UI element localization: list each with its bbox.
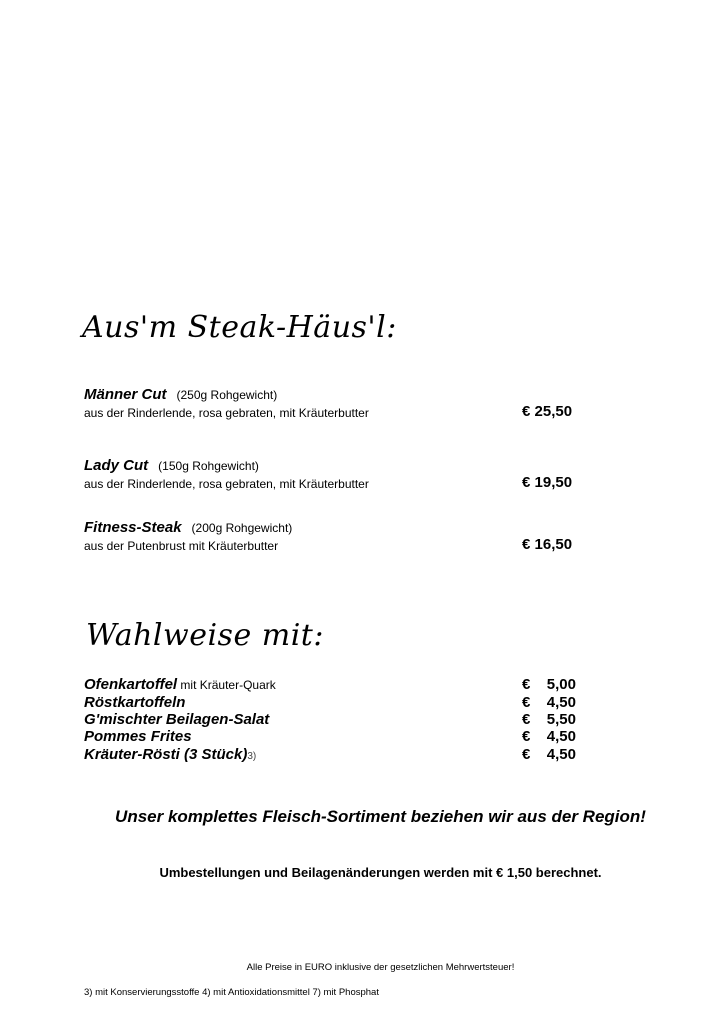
additives-legend: 3) mit Konservierungsstoffe 4) mit Antioxidationsmittel 7) mit Phosphat bbox=[84, 987, 379, 998]
item-weight: (150g Rohgewicht) bbox=[158, 459, 259, 473]
menu-item-maenner-cut bbox=[84, 386, 576, 420]
item-name: Fitness-Steak bbox=[84, 519, 182, 536]
item-weight: (200g Rohgewicht) bbox=[191, 521, 293, 535]
price-amount: 4,50 bbox=[546, 746, 576, 763]
side-item-pommes-frites bbox=[84, 728, 576, 746]
price-amount: 5,50 bbox=[546, 711, 576, 728]
side-name: Ofenkartoffel bbox=[84, 676, 178, 693]
menu-item-fitness-steak bbox=[84, 519, 576, 553]
price-amount: 4,50 bbox=[546, 694, 576, 711]
steak-section-heading: Aus'm Steak-Häus'l: bbox=[82, 310, 397, 345]
additive-footnote-ref: 3) bbox=[247, 751, 257, 762]
currency-symbol: € bbox=[522, 746, 531, 763]
currency-symbol: € bbox=[522, 676, 531, 693]
side-name: Kräuter-Rösti (3 Stück) bbox=[84, 746, 248, 763]
changes-note: Umbestellungen und Beilagenänderungen werden mit € 1,50 berechnet. bbox=[159, 865, 602, 880]
price-amount: 4,50 bbox=[546, 728, 576, 745]
prices-info-note: Alle Preise in EURO inklusive der gesetzlichen Mehrwertsteuer! bbox=[246, 962, 515, 973]
item-price: € 19,50 bbox=[522, 474, 573, 491]
item-price: € 25,50 bbox=[522, 403, 573, 420]
side-name: Pommes Frites bbox=[84, 728, 192, 745]
item-price: € 16,50 bbox=[522, 536, 573, 553]
currency-symbol: € bbox=[522, 728, 531, 745]
menu-item-lady-cut bbox=[84, 457, 576, 491]
side-note: mit Kräuter-Quark bbox=[177, 678, 276, 692]
side-name: G'mischter Beilagen-Salat bbox=[84, 711, 270, 728]
side-name: Röstkartoffeln bbox=[84, 694, 186, 711]
side-item-ofenkartoffel bbox=[84, 676, 576, 694]
currency-symbol: € bbox=[522, 694, 531, 711]
region-note: Unser komplettes Fleisch-Sortiment beziehen wir aus der Region! bbox=[115, 807, 646, 826]
item-name: Lady Cut bbox=[84, 457, 149, 474]
item-description: aus der Rinderlende, rosa gebraten, mit Kräuterbutter bbox=[84, 477, 369, 491]
item-weight: (250g Rohgewicht) bbox=[176, 388, 278, 402]
item-description: aus der Putenbrust mit Kräuterbutter bbox=[84, 539, 279, 553]
item-name: Männer Cut bbox=[84, 386, 167, 403]
item-description: aus der Rinderlende, rosa gebraten, mit Kräuterbutter bbox=[84, 406, 369, 420]
side-item-beilagen-salat bbox=[84, 711, 576, 729]
side-item-kraeuter-roesti bbox=[84, 746, 576, 764]
side-item-roestkartoffeln bbox=[84, 694, 576, 712]
sides-section-heading: Wahlweise mit: bbox=[86, 618, 324, 653]
currency-symbol: € bbox=[522, 711, 531, 728]
price-amount: 5,00 bbox=[546, 676, 576, 693]
